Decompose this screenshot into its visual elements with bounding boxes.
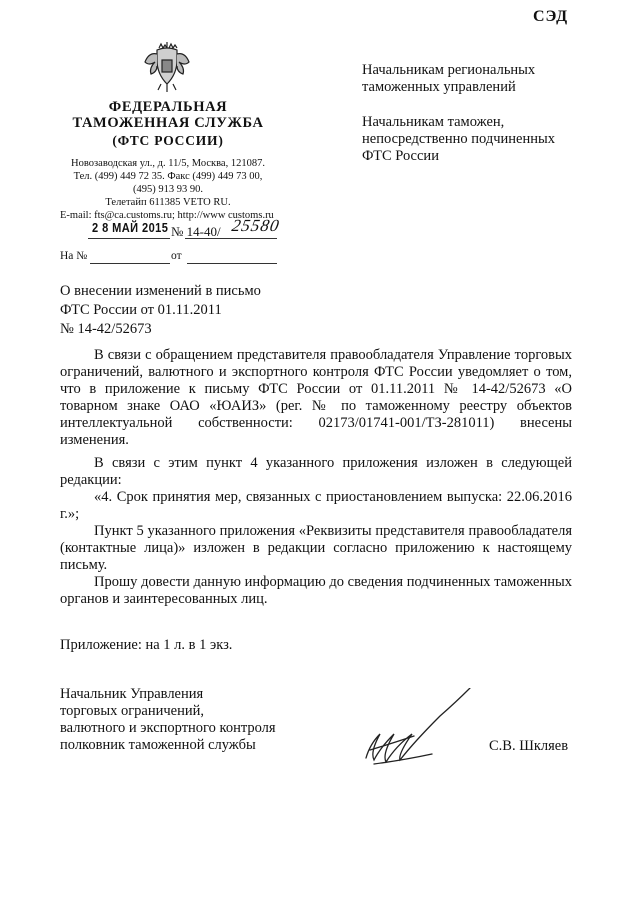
handwritten-signature [348,688,488,768]
reference-date-blank [187,263,277,264]
body-paragraph: В связи с обращением представителя правообладателя Управление торговых ограничений, валютного и экспортного контроля ФТС России уведомляет о том, что в приложение к письму ФТС России от 01.11.2011 № 14-42/52673 «О товарном знаке ОАО «ЮАИЗ» (рег. № по таможенному реестру объектов интеллектуальной собственности: 02173/01741-001/ТЗ-281011) внесены изменения. [60,347,572,448]
subject-line: О внесении изменений в письмо [60,283,261,299]
email-web-line: E-mail: fts@ca.customs.ru; http://www customs.ru [60,210,274,221]
recipient-customs-offices [362,114,555,165]
subject-line: ФТС России от 01.11.2011 [60,302,222,318]
signatory-title-line: валютного и экспортного контроля [60,720,276,736]
recipient-regional-directorates [362,62,535,96]
body-paragraph: Прошу довести данную информацию до сведения подчиненных таможенных органов и заинтересованных лиц. [60,574,572,607]
body-paragraph: «4. Срок принятия мер, связанных с приостановлением выпуска: 22.06.2016 г.»; [60,489,572,522]
recipient-line: Начальникам региональных [362,62,536,78]
signer-name: С.В. Шкляев [489,738,569,754]
agency-name-line1: ФЕДЕРАЛЬНАЯ [108,99,228,115]
reference-number-label: На № [60,250,88,262]
body-paragraph: В связи с этим пункт 4 указанного приложения изложен в следующей редакции: [60,455,572,488]
letter-body [60,347,572,608]
recipient-line: непосредственно подчиненных [362,131,555,147]
reference-date-label: от [171,250,182,262]
number-underline [185,238,277,239]
attachment-note: Приложение: на 1 л. в 1 экз. [60,637,233,653]
phone-fax-line: Тел. (499) 449 72 35. Факс (499) 449 73 00, [73,171,263,182]
registration-date-stamp: 2 8 МАЙ 2015 [92,220,169,235]
letter-subject [60,282,261,339]
address-line: Новозаводская ул., д. 11/5, Москва, 121087. [71,158,265,169]
agency-abbreviation: (ФТС РОССИИ) [112,133,224,148]
body-paragraph: Пункт 5 указанного приложения «Реквизиты представителя правообладателя (контактные лица)» изложен в редакции согласно приложению к настоящему письму. [60,523,572,573]
signatory-title [60,686,276,754]
teletype-line: Телетайп 611385 VETO RU. [105,197,231,208]
reference-number-blank [90,263,170,264]
recipient-line: ФТС России [362,148,439,164]
recipient-line: таможенных управлений [362,79,516,95]
coat-of-arms-emblem [143,40,191,94]
recipient-line: Начальникам таможен, [362,114,505,130]
signatory-title-line: Начальник Управления [60,686,204,702]
subject-line: № 14-42/52673 [60,321,152,337]
registration-number-handwritten: 25580 [230,216,282,235]
registration-number-prefix: № 14-40/ [171,224,221,239]
phone-line: (495) 913 93 90. [133,184,203,195]
signatory-title-line: полковник таможенной службы [60,737,256,753]
date-underline [88,238,170,239]
document-mark: СЭД [533,8,569,25]
signatory-title-line: торговых ограничений, [60,703,204,719]
agency-name-line2: ТАМОЖЕННАЯ СЛУЖБА [72,115,264,131]
